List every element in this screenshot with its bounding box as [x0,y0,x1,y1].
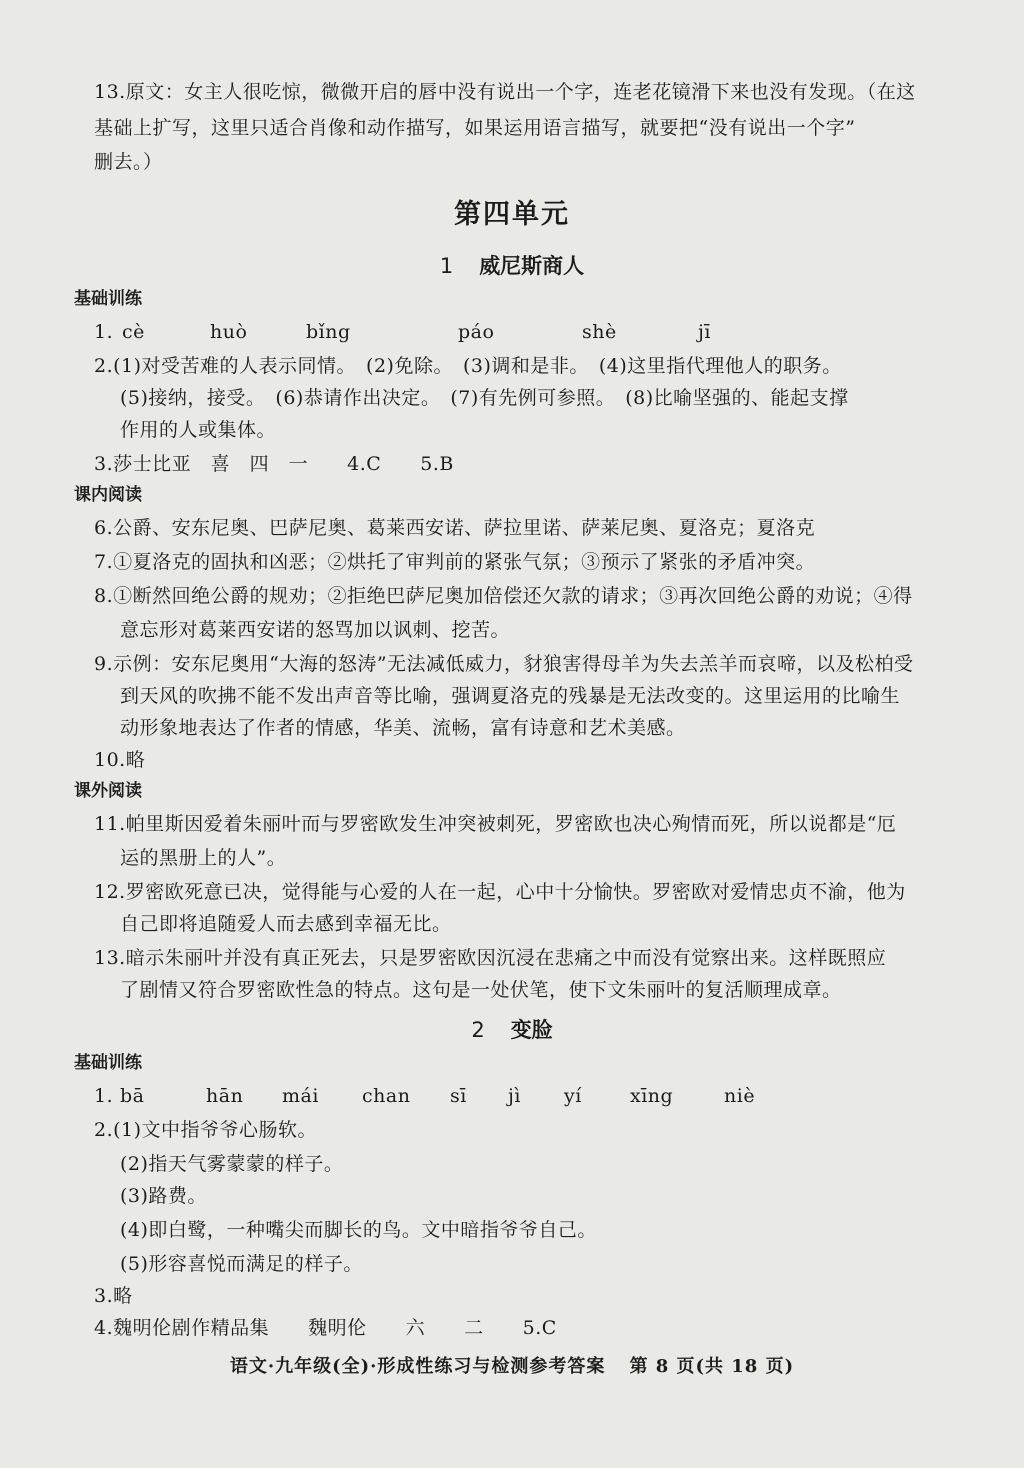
lesson2-title [0,1014,1024,1044]
lesson2-q2-3: (3)路费。 [120,1185,207,1207]
pinyin-item: bā [120,1085,145,1107]
q13-prev-line2: 基础上扩写，这里只适合肖像和动作描写，如果运用语言描写，就要把“没有说出一个字” [94,117,856,139]
lesson2-q2-4: (4)即白鹭，一种嘴尖而脚长的鸟。文中暗指爷爷自己。 [120,1219,597,1241]
lesson1-q8-line2: 意忘形对葛莱西安诺的怒骂加以讽刺、挖苦。 [120,619,511,641]
lesson1-basic-heading: 基础训练 [74,289,142,309]
lesson2-name: 变脸 [510,1018,553,1042]
pinyin-item: niè [724,1085,756,1107]
pinyin-item: sī [450,1085,467,1107]
unit-title: 第四单元 [454,199,570,230]
lesson1-q2-line2: (5)接纳，接受。 (6)恭请作出决定。 (7)有先例可参照。 (8)比喻坚强的、能起支撑 [120,387,849,409]
q13-prev-line3: 删去。） [94,151,163,173]
lesson2-q2-2: (2)指天气雾蒙蒙的样子。 [120,1153,344,1175]
lesson1-title [0,250,1024,280]
lesson1-q13-line2: 了剧情又符合罗密欧性急的特点。这句是一处伏笔，使下文朱丽叶的复活顺理成章。 [120,979,842,1001]
lesson2-q2-5: (5)形容喜悦而满足的样子。 [120,1253,363,1275]
lesson1-q11-line1: 11.帕里斯因爱着朱丽叶而与罗密欧发生冲突被刺死，罗密欧也决心殉情而死，所以说都是“厄 [94,813,897,835]
lesson1-q6: 6.公爵、安东尼奥、巴萨尼奥、葛莱西安诺、萨拉里诺、萨莱尼奥、夏洛克；夏洛克 [94,517,816,539]
lesson2-number: 2 [471,1018,485,1042]
lesson1-q7: 7.①夏洛克的固执和凶恶；②烘托了审判前的紧张气氛；③预示了紧张的矛盾冲突。 [94,551,816,573]
lesson1-q2-line1: 2.(1)对受苦难的人表示同情。 (2)免除。 (3)调和是非。 (4)这里指代理他人的职务。 [94,355,842,377]
lesson1-q12-line2: 自己即将追随爱人而去感到幸福无比。 [120,913,452,935]
lesson1-q11-line2: 运的黑册上的人”。 [120,847,287,869]
lesson1-q8-line1: 8.①断然回绝公爵的规劝；②拒绝巴萨尼奥加倍偿还欠款的请求；③再次回绝公爵的劝说；④得 [94,585,913,607]
pinyin-item: bǐng [306,321,351,343]
pinyin-item: jì [508,1085,521,1107]
lesson1-q9-line3: 动形象地表达了作者的情感，华美、流畅，富有诗意和艺术美感。 [120,717,686,739]
pinyin-item: mái [282,1085,319,1107]
q1-label: 1. [94,1085,114,1107]
pinyin-item: xīng [630,1085,674,1107]
q1-label: 1. [94,321,114,343]
page-number: 第 8 页(共 18 页) [629,1356,795,1377]
lesson1-inclass-heading: 课内阅读 [74,485,142,505]
lesson1-q9-line1: 9.示例：安东尼奥用“大海的怒涛”无法减低威力，豺狼害得母羊为失去羔羊而哀啼，以及松柏受 [94,653,914,675]
lesson1-q12-line1: 12.罗密欧死意已决，觉得能与心爱的人在一起，心中十分愉快。罗密欧对爱情忠贞不渝，他为 [94,881,906,903]
lesson2-q2-1: 2.(1)文中指爷爷心肠软。 [94,1119,318,1141]
pinyin-item: shè [582,321,617,343]
lesson1-q2-line3: 作用的人或集体。 [120,419,277,441]
lesson1-q3-5: 3.莎士比亚 喜 四 一 4.C 5.B [94,453,454,475]
pinyin-item: páo [458,321,495,343]
lesson1-number: 1 [439,254,454,278]
lesson1-outclass-heading: 课外阅读 [74,781,142,801]
lesson1-q13-line1: 13.暗示朱丽叶并没有真正死去，只是罗密欧因沉浸在悲痛之中而没有觉察出来。这样既照应 [94,947,887,969]
lesson2-q3: 3.略 [94,1285,133,1307]
lesson2-q1 [94,1084,755,1108]
lesson1-q1 [94,320,711,344]
pinyin-item: yí [564,1085,582,1107]
lesson1-name: 威尼斯商人 [479,254,585,278]
lesson1-q9-line2: 到天风的吹拂不能不发出声音等比喻，强调夏洛克的残暴是无法改变的。这里运用的比喻生 [120,685,901,707]
lesson2-q4-5: 4.魏明伦剧作精品集 魏明伦 六 二 5.C [94,1317,557,1339]
pinyin-item: cè [122,321,145,343]
lesson2-basic-heading: 基础训练 [74,1053,142,1073]
pinyin-item: jī [698,321,711,343]
pinyin-item: hān [206,1085,244,1107]
lesson1-q10: 10.略 [94,749,146,771]
page-footer [0,1352,1024,1378]
q13-prev-line1: 13.原文：女主人很吃惊，微微开启的唇中没有说出一个字，连老花镜滑下来也没有发现。（在这 [94,81,916,103]
pinyin-item: chan [362,1085,411,1107]
pinyin-item: huò [210,321,248,343]
footer-title: 语文·九年级(全)·形成性练习与检测参考答案 [229,1356,606,1377]
